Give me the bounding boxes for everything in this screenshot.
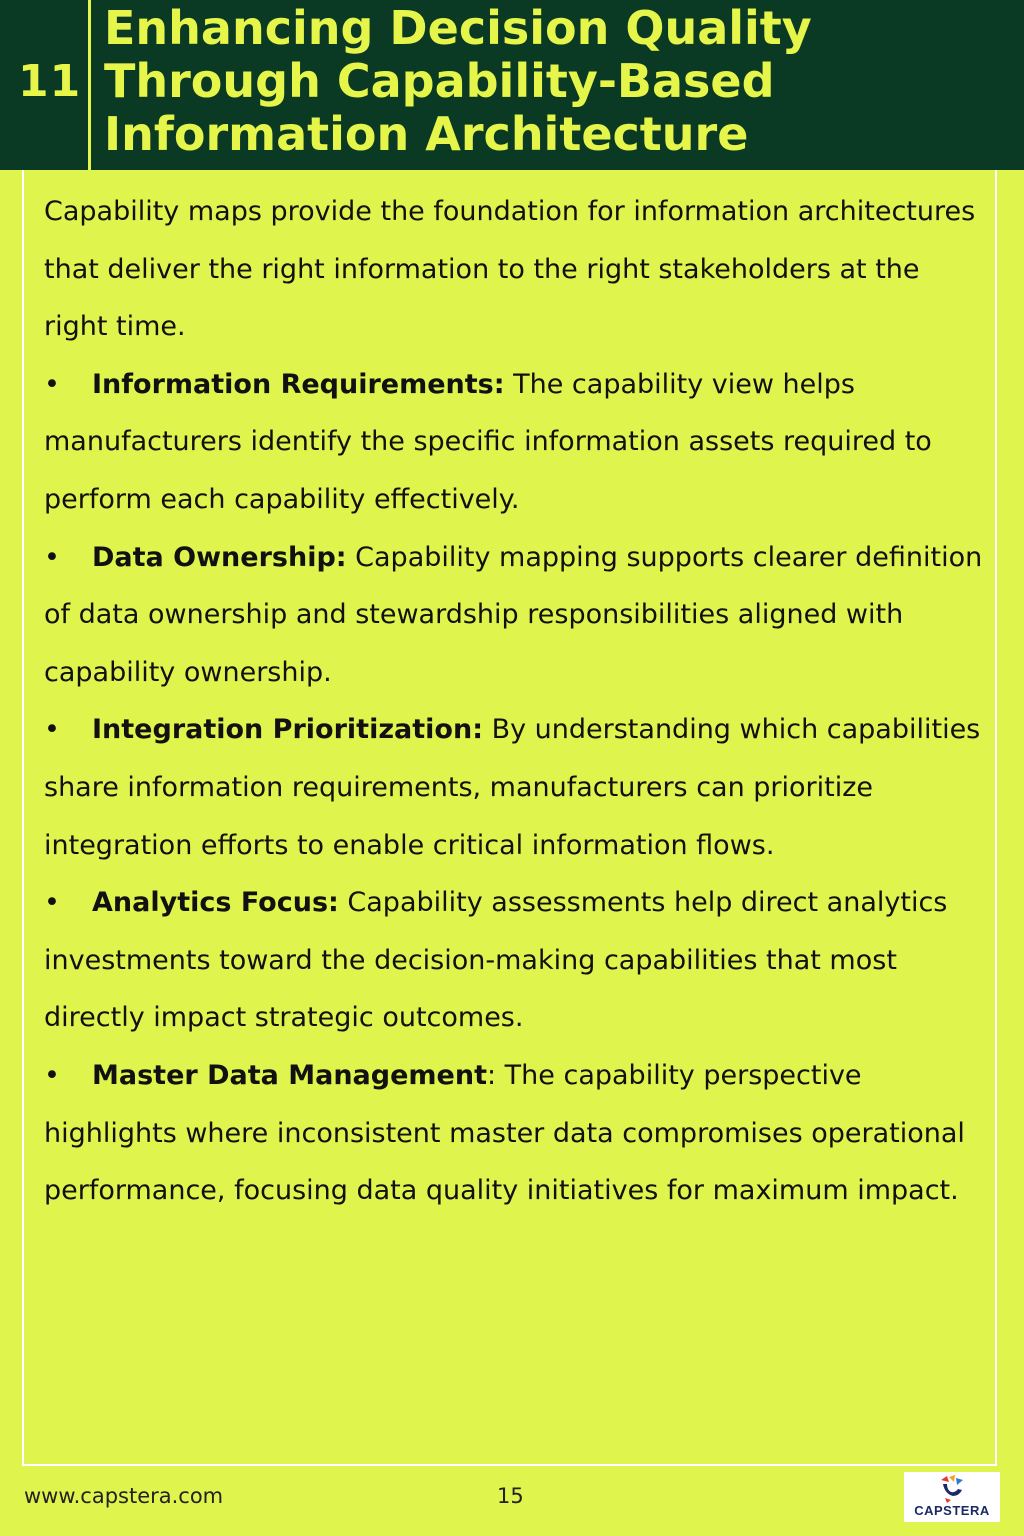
bullet-icon: • [44,541,60,573]
bullet-item [44,356,984,529]
bullet-text: By understanding which capabilities share information requirements, manufacturers can prioritize integration efforts to enable critical information flows. [44,714,981,861]
bullet-item [44,701,984,874]
bullet-heading: Integration Prioritization: [92,714,483,746]
bullet-icon: • [44,1059,60,1091]
bullet-heading: Master Data Management [92,1059,487,1091]
bullet-item [44,874,984,1047]
page-header [0,0,1024,170]
bullet-heading: Information Requirements: [92,368,505,400]
intro-paragraph: Capability maps provide the foundation for information architectures that deliver the right information to the right stakeholders at the right time. [44,196,976,343]
footer-website-link[interactable]: www.capstera.com [24,1484,224,1508]
bullet-icon: • [44,887,60,919]
content-body [44,183,984,1220]
chapter-number: 11 [18,56,82,107]
bullet-heading: Data Ownership: [92,541,347,573]
bullet-text: Capability assessments help direct analytics investments toward the decision-making capabilities that most directly impact strategic outcomes. [44,887,948,1034]
page-number: 15 [497,1484,524,1508]
bullet-heading: Analytics Focus: [92,887,339,919]
bullet-icon: • [44,714,60,746]
header-divider [88,0,91,170]
bullet-text: Capability mapping supports clearer definition of data ownership and stewardship responsibilities aligned with capability ownership. [44,541,983,688]
bullet-icon: • [44,368,60,400]
bullet-text: The capability view helps manufacturers identify the specific information assets required to perform each capability effectively. [44,368,932,515]
bullet-item [44,529,984,702]
bullet-text: : The capability perspective highlights where inconsistent master data compromises operational performance, focusing data quality initiatives for maximum impact. [44,1059,965,1207]
page-title: Enhancing Decision Quality Through Capability-Based Information Architecture [104,1,812,161]
capstera-logo-icon [937,1474,967,1504]
bullet-item [44,1047,984,1220]
capstera-logo [904,1472,1000,1522]
logo-wordmark: CAPSTERA [914,1503,990,1518]
